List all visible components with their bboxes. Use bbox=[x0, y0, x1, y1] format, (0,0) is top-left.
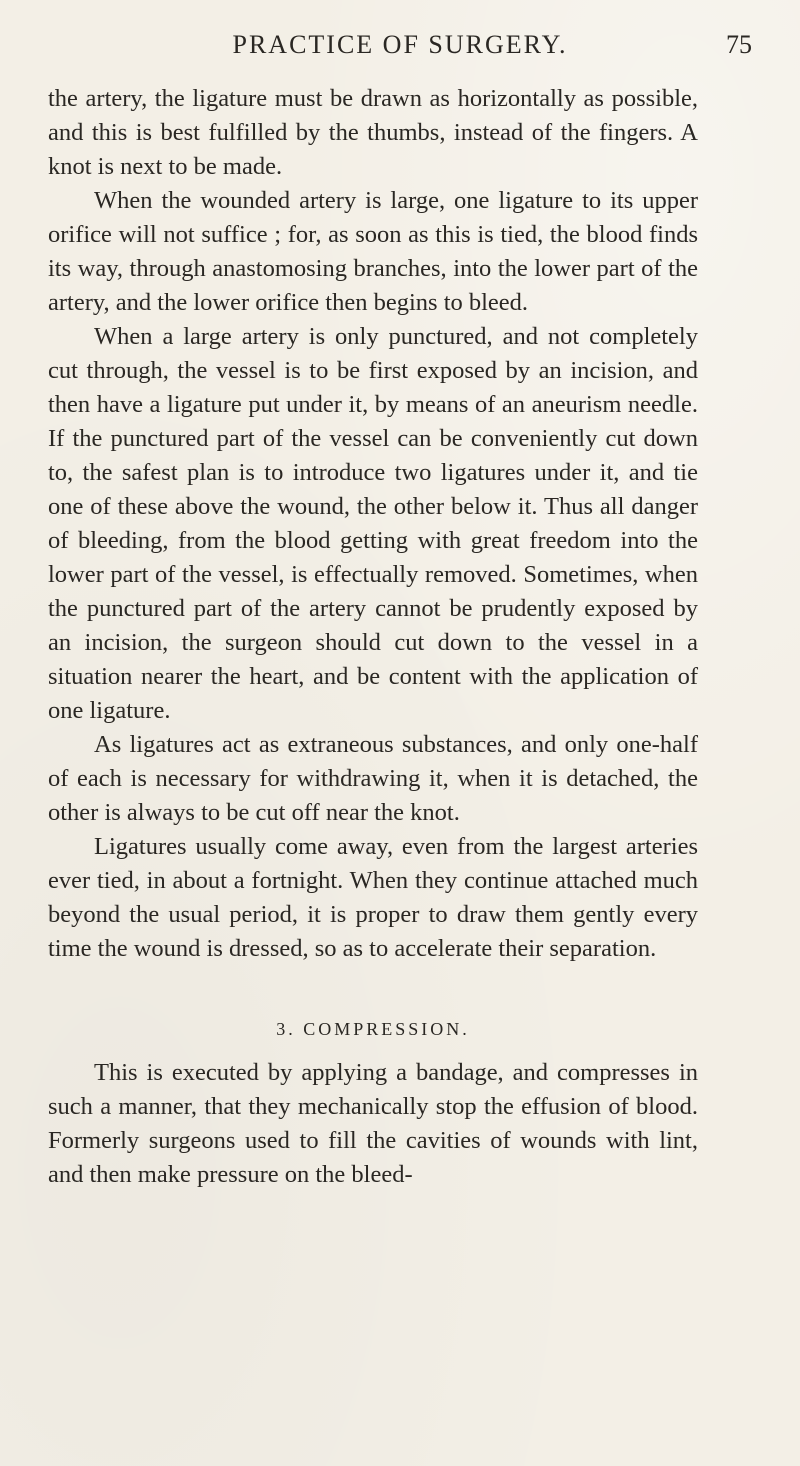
page-number: 75 bbox=[726, 30, 752, 59]
running-title: PRACTICE OF SURGERY. bbox=[232, 30, 568, 59]
paragraph: This is executed by applying a bandage, and compresses in such a manner, that they mechanically stop the effusion of blood. Formerly surgeons used to fill the cavities of wounds with lint, and then make pressure on the bleed- bbox=[48, 1059, 698, 1188]
paragraph: As ligatures act as extraneous substances, and only one-half of each is necessary for withdrawing it, when it is detached, the other is always to be cut off near the knot. bbox=[48, 731, 698, 826]
section-heading: 3. COMPRESSION. bbox=[276, 1019, 470, 1039]
paragraph-continuation: the artery, the ligature must be drawn as horizontally as possible, and this is best fulfilled by the thumbs, instead of the fingers. A knot is next to be made. bbox=[48, 85, 698, 180]
running-head bbox=[0, 30, 800, 70]
paragraph: When a large artery is only punctured, and not completely cut through, the vessel is to be first exposed by an incision, and then have a ligature put under it, by means of an aneurism needle. If the punctured part of the vessel can be conveniently cut down to, the safest plan is to introduce two ligatures under it, and tie one of these above the wound, the other below it. Thus all danger of bleeding, from the blood getting with great freedom into the lower part of the vessel, is effectually removed. Sometimes, when the punctured part of the artery cannot be prudently exposed by an incision, the surgeon should cut down to the vessel in a situation nearer the heart, and be content with the application of one ligature. bbox=[48, 323, 698, 724]
paragraph: Ligatures usually come away, even from the largest arteries ever tied, in about a fortnight. When they continue attached much beyond the usual period, it is proper to draw them gently every time the wound is dressed, so as to accelerate their separation. bbox=[48, 833, 698, 962]
body-text bbox=[48, 82, 698, 1192]
paragraph: When the wounded artery is large, one ligature to its upper orifice will not suffice ; for, as soon as this is tied, the blood finds its way, through anastomosing branches, into the lower part of the artery, and the lower orifice then begins to bleed. bbox=[48, 187, 698, 316]
